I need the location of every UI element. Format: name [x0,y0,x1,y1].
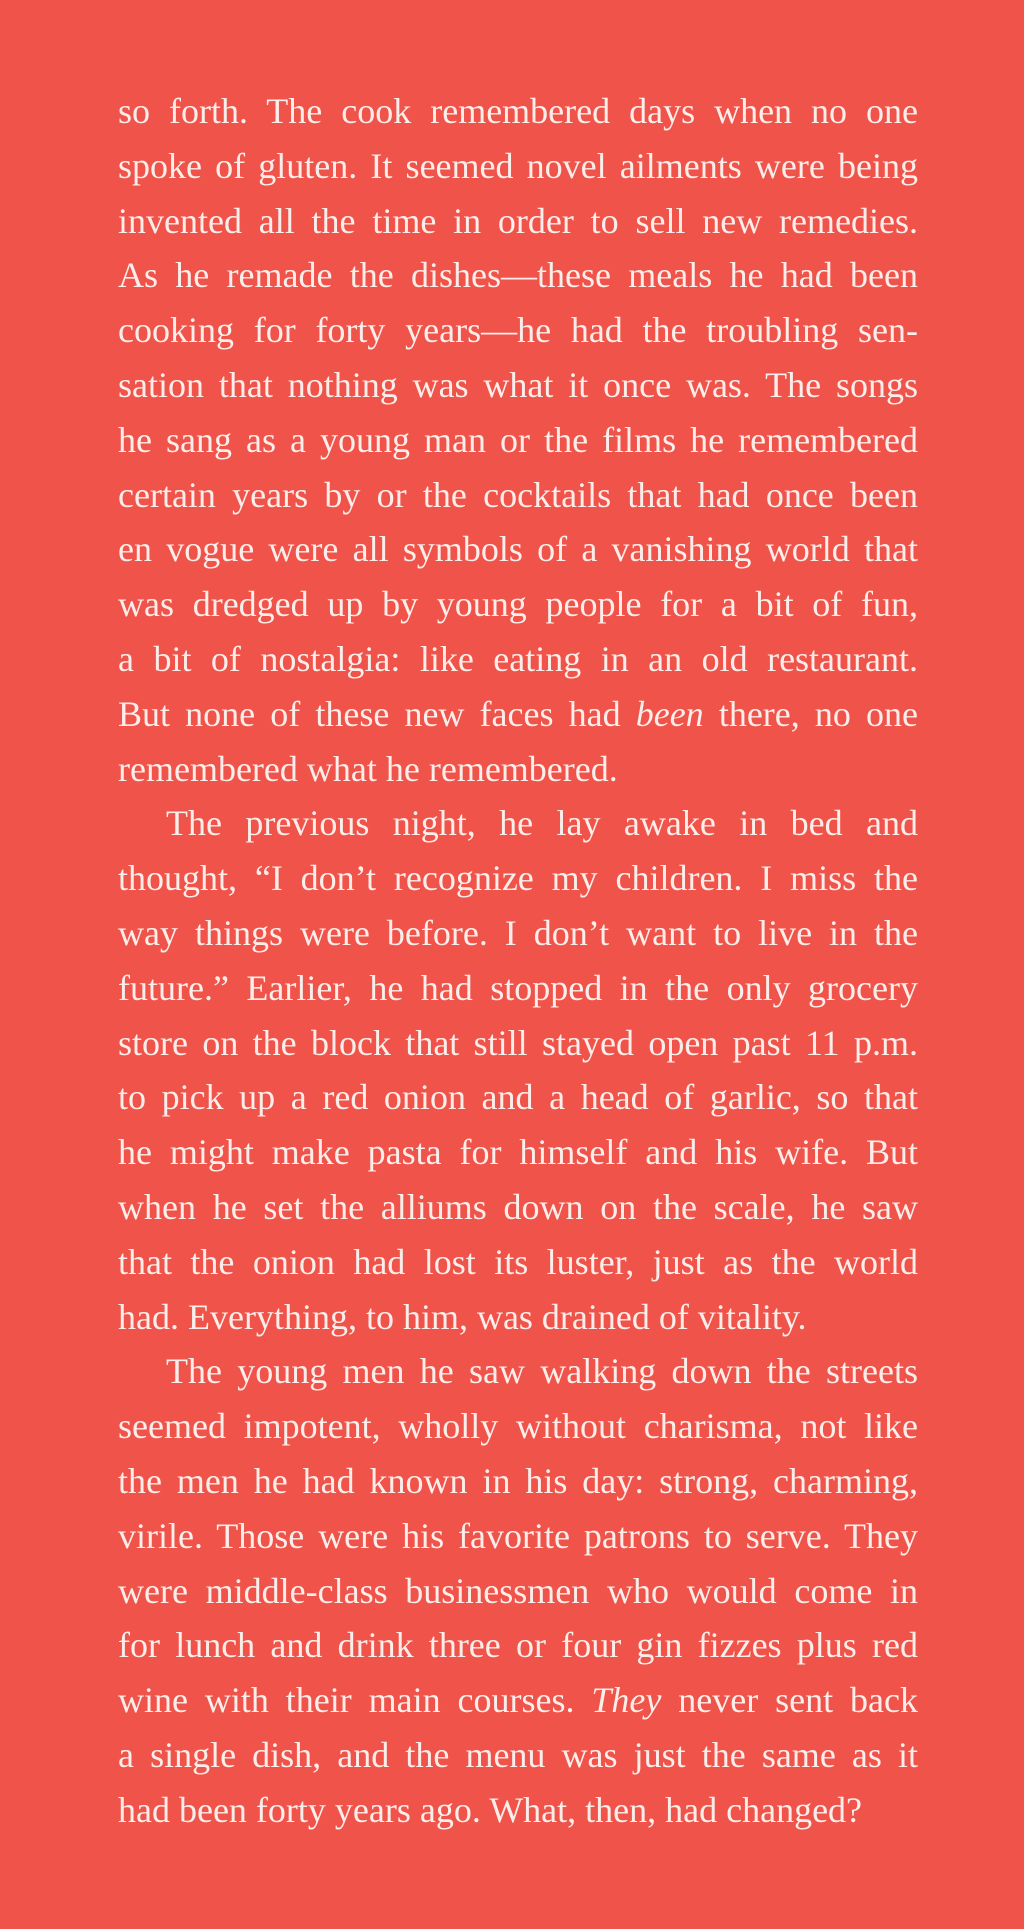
text-run: But none of these new faces had [118,693,636,734]
body-text [118,84,918,1838]
text-line: store on the block that still stayed open past 11 p.m. [118,1022,918,1063]
italic-emphasis: They [591,1680,662,1721]
text-line: The previous night, he lay awake in bed and [166,803,918,844]
text-line: were middle-class businessmen who would come in [118,1570,918,1611]
text-line: when he set the alliums down on the scale, he saw [118,1186,918,1227]
paragraph [118,84,918,796]
text-line: spoke of gluten. It seemed novel ailments were being [118,145,918,186]
text-line: The young men he saw walking down the streets [166,1351,918,1392]
text-line: seemed impotent, wholly without charisma, not like [118,1406,918,1447]
text-line: he sang as a young man or the films he remembered [118,419,918,460]
text-line: remembered what he remembered. [118,748,618,789]
text-line: to pick up a red onion and a head of garlic, so that [118,1077,918,1118]
text-line: sation that nothing was what it once was. The songs [118,364,918,405]
text-run: never sent back [661,1680,918,1721]
text-line: future.” Earlier, he had stopped in the only grocery [118,967,918,1008]
text-line: for lunch and drink three or four gin fizzes plus red [118,1625,918,1666]
paragraph [118,796,918,1344]
text-run: there, no one [703,693,918,734]
text-line: en vogue were all symbols of a vanishing world that [118,529,918,570]
text-line: the men he had known in his day: strong, charming, [118,1460,918,1501]
text-line: had. Everything, to him, was drained of vitality. [118,1296,807,1337]
text-line: virile. Those were his favorite patrons to serve. They [118,1515,918,1556]
italic-emphasis: been [635,693,704,734]
text-line: so forth. The cook remembered days when no one [118,91,918,131]
text-line: was dredged up by young people for a bit of fun, [118,584,918,625]
paragraph [118,1344,918,1837]
text-run: wine with their main courses. [118,1680,592,1721]
text-line: he might make pasta for himself and his wife. But [118,1132,918,1173]
text-line: a single dish, and the menu was just the same as it [118,1734,918,1775]
text-line: As he remade the dishes—these meals he had been [118,255,918,296]
text-line: cooking for forty years—he had the troubling sen- [118,310,918,351]
text-line [118,687,918,742]
text-line: thought, “I don’t recognize my children. I miss the [118,858,918,899]
text-line: way things were before. I don’t want to live in the [118,912,918,953]
text-line: that the onion had lost its luster, just as the world [118,1241,918,1282]
text-line: had been forty years ago. What, then, had changed? [118,1789,863,1830]
text-line: invented all the time in order to sell new remedies. [118,200,918,241]
text-line: certain years by or the cocktails that had once been [118,474,918,515]
text-line [118,1673,918,1728]
text-line: a bit of nostalgia: like eating in an old restaurant. [118,638,918,679]
